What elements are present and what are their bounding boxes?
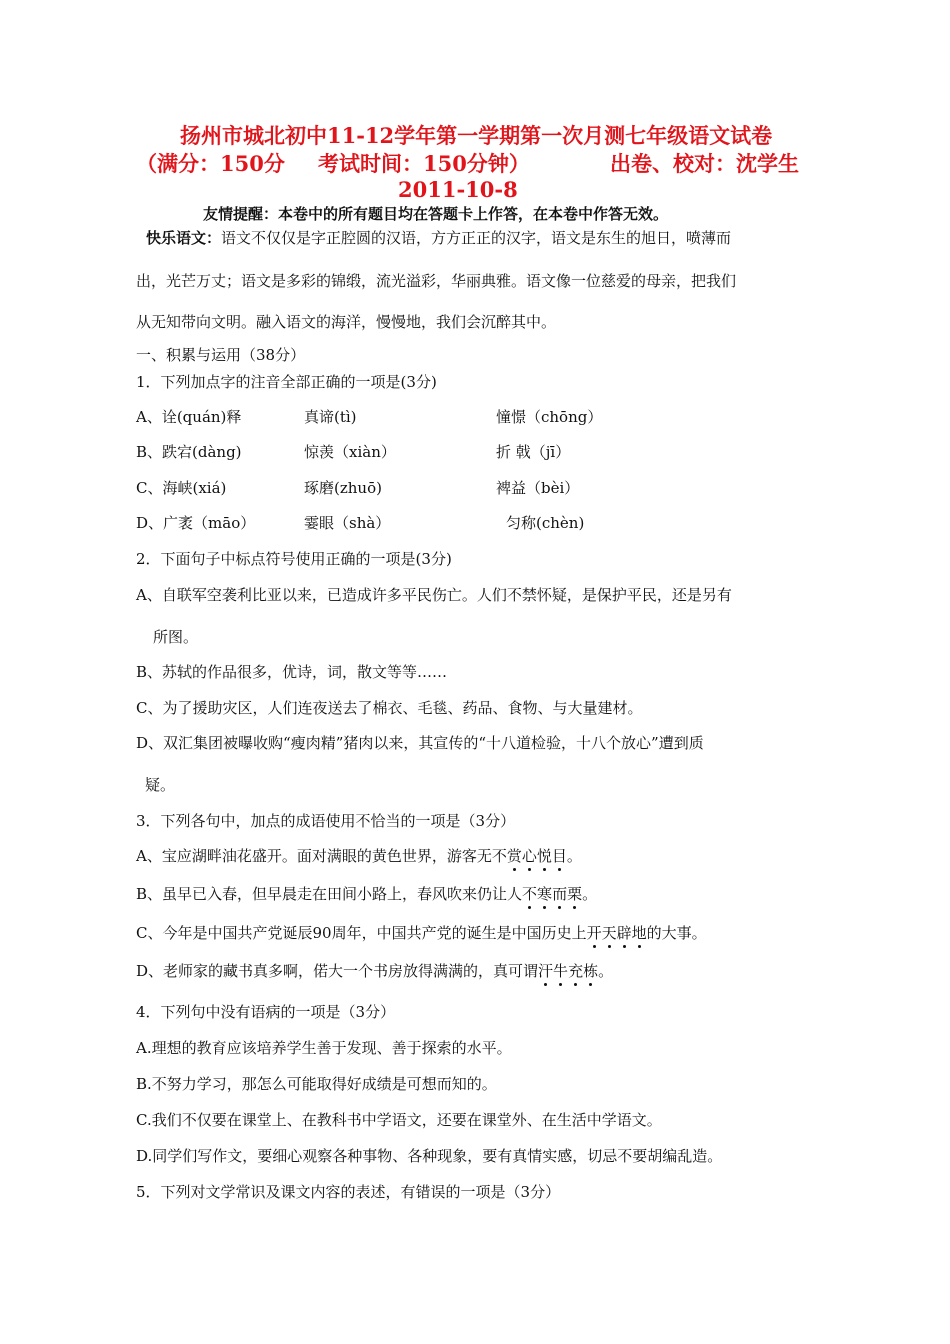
q1-option-b-1: B、跌宕(dàng) bbox=[136, 443, 242, 461]
q2-option-b: B、苏轼的作品很多，优诗，词，散文等等…… bbox=[136, 663, 448, 681]
q3-a-text: A、宝应湖畔油花盛开。面对满眼的黄色世界，游客无不 bbox=[136, 847, 507, 865]
reminder-note: 友情提醒：本卷中的所有题目均在答题卡上作答，在本卷中作答无效。 bbox=[203, 205, 669, 223]
q2-option-a: A、自联军空袭利比亚以来，已造成许多平民伤亡。人们不禁怀疑，是保护平民，还是另有 bbox=[136, 586, 732, 604]
q2-option-c: C、为了援助灾区，人们连夜送去了棉衣、毛毯、药品、食物、与大量建材。 bbox=[136, 699, 643, 717]
q1-option-b-3: 折 戟（jī） bbox=[496, 443, 571, 461]
q3-a-tail: 。 bbox=[566, 847, 582, 865]
q3-stem: 3．下列各句中，加点的成语使用不恰当的一项是（3分） bbox=[136, 812, 516, 830]
q1-option-d-2: 霎眼（shà） bbox=[304, 514, 391, 532]
q3-b-idiom-char-3: 而 bbox=[552, 885, 568, 903]
full-score: （满分：150分 bbox=[136, 151, 285, 176]
q3-c-idiom-char-4: 地 bbox=[631, 924, 647, 942]
q4-option-d: D.同学们写作文，要细心观察各种事物、各种现象，要有真情实感，切忌不要胡编乱造。 bbox=[136, 1147, 723, 1165]
q1-option-b-2: 惊羡（xiàn） bbox=[304, 443, 396, 461]
q2-option-a-cont: 所图。 bbox=[153, 628, 199, 646]
q1-stem: 1．下列加点字的注音全部正确的一项是(3分) bbox=[136, 373, 437, 391]
q3-c-text: C、今年是中国共产党诞辰90周年，中国共产党的诞生是中国历史上 bbox=[136, 924, 587, 942]
q3-b-tail: 。 bbox=[582, 885, 598, 903]
q3-option-a bbox=[136, 847, 582, 865]
q4-option-b: B.不努力学习，那怎么可能取得好成绩是可想而知的。 bbox=[136, 1075, 497, 1093]
q2-stem: 2．下面句子中标点符号使用正确的一项是(3分) bbox=[136, 550, 452, 568]
q5-stem: 5．下列对文学常识及课文内容的表述，有错误的一项是（3分） bbox=[136, 1183, 561, 1201]
exam-time: 考试时间：150分钟） bbox=[318, 151, 530, 176]
q3-b-idiom-char-2: 寒 bbox=[537, 885, 553, 903]
q3-option-d bbox=[136, 962, 613, 980]
q3-d-idiom-char-4: 栋 bbox=[583, 962, 599, 980]
q2-option-d-cont: 疑。 bbox=[145, 776, 176, 794]
q3-d-idiom-char-1: 汗 bbox=[538, 962, 554, 980]
q1-option-c-2: 琢磨(zhuō) bbox=[304, 479, 382, 497]
q3-b-idiom-char-4: 栗 bbox=[567, 885, 583, 903]
q3-c-tail: 的大事。 bbox=[646, 924, 707, 942]
q3-a-idiom-char-4: 目 bbox=[551, 847, 567, 865]
q1-option-a-2: 真谛(tì) bbox=[304, 408, 357, 426]
q3-d-text: D、老师家的藏书真多啊，偌大一个书房放得满满的，真可谓 bbox=[136, 962, 539, 980]
q3-b-text: B、虽早已入春，但早晨走在田间小路上，春风吹来仍让人 bbox=[136, 885, 523, 903]
exam-date: 2011-10-8 bbox=[398, 177, 518, 202]
q3-c-idiom-char-2: 天 bbox=[601, 924, 617, 942]
intro-text-1: 语文不仅仅是字正腔圆的汉语，方方正正的汉字，语文是东生的旭日，喷薄而 bbox=[221, 229, 732, 247]
q3-d-tail: 。 bbox=[598, 962, 614, 980]
intro-line-1 bbox=[146, 229, 731, 247]
q2-option-d: D、双汇集团被曝收购“瘦肉精”猪肉以来，其宣传的“十八道检验，十八个放心”遭到质 bbox=[136, 734, 704, 752]
q1-option-a-1: A、诠(quán)释 bbox=[136, 408, 242, 426]
intro-line-2: 出，光芒万丈；语文是多彩的锦缎，流光溢彩，华丽典雅。语文像一位慈爱的母亲，把我们 bbox=[136, 272, 737, 290]
q3-a-idiom-char-3: 悦 bbox=[536, 847, 552, 865]
q1-option-c-3: 裨益（bèi） bbox=[496, 479, 580, 497]
q1-option-d-1: D、广袤（māo） bbox=[136, 514, 256, 532]
q3-c-idiom-char-1: 开 bbox=[586, 924, 602, 942]
q1-option-a-3: 憧憬（chōng） bbox=[496, 408, 603, 426]
exam-author: 出卷、校对：沈学生 bbox=[610, 151, 799, 176]
q1-option-d-3: 匀称(chèn) bbox=[506, 514, 585, 532]
q3-a-idiom-char-1: 赏 bbox=[506, 847, 522, 865]
q4-option-c: C.我们不仅要在课堂上、在教科书中学语文，还要在课堂外、在生活中学语文。 bbox=[136, 1111, 662, 1129]
section-heading: 一、积累与运用（38分） bbox=[136, 346, 306, 364]
q4-option-a: A.理想的教育应该培养学生善于发现、善于探索的水平。 bbox=[136, 1039, 512, 1057]
q3-a-idiom-char-2: 心 bbox=[521, 847, 537, 865]
q3-c-idiom-char-3: 辟 bbox=[616, 924, 632, 942]
q4-stem: 4．下列句中没有语病的一项是（3分） bbox=[136, 1003, 396, 1021]
intro-line-3: 从无知带向文明。融入语文的海洋，慢慢地，我们会沉醉其中。 bbox=[136, 313, 557, 331]
q3-b-idiom-char-1: 不 bbox=[522, 885, 538, 903]
q3-option-b bbox=[136, 885, 597, 903]
q3-d-idiom-char-2: 牛 bbox=[553, 962, 569, 980]
intro-label: 快乐语文： bbox=[146, 229, 222, 247]
q3-d-idiom-char-3: 充 bbox=[568, 962, 584, 980]
exam-title: 扬州市城北初中11-12学年第一学期第一次月测七年级语文试卷 bbox=[180, 123, 773, 148]
q3-option-c bbox=[136, 924, 707, 942]
q1-option-c-1: C、海峡(xiá) bbox=[136, 479, 227, 497]
